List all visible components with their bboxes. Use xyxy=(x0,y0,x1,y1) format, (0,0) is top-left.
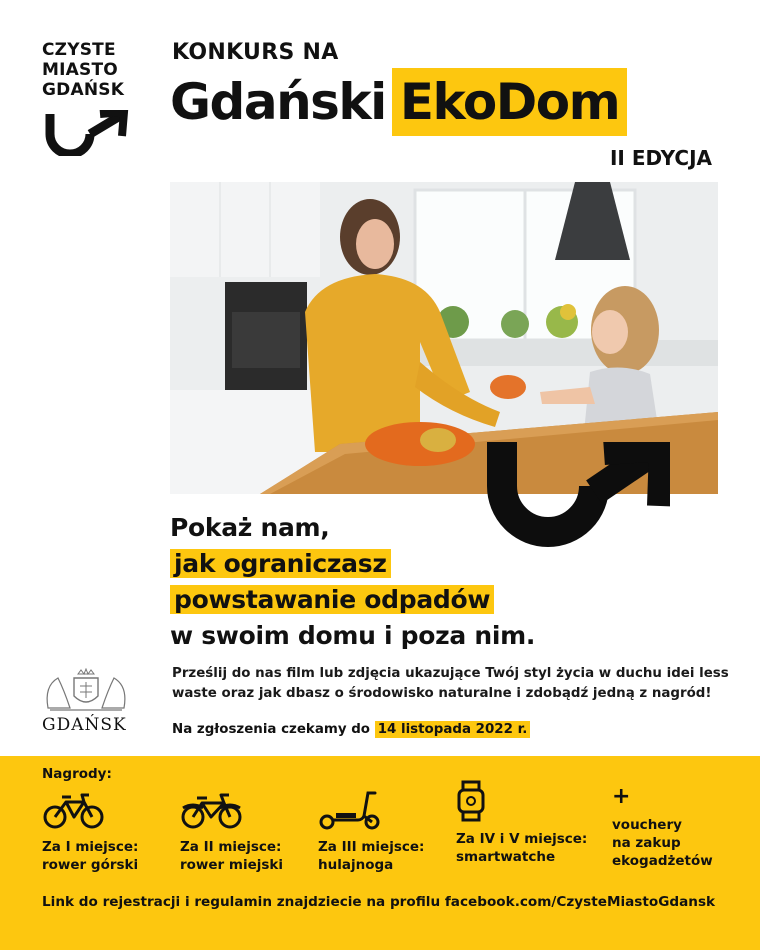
title-part-2-highlight: EkoDom xyxy=(392,68,627,136)
edition-label: II EDYCJA xyxy=(609,146,712,170)
logo-line-3: GDAŃSK xyxy=(42,80,125,100)
prizes-title: Nagrody: xyxy=(42,766,112,782)
headline-line-4: w swoim domu i poza nim. xyxy=(170,621,536,650)
city-bike-icon xyxy=(180,790,244,830)
scooter-icon xyxy=(318,790,382,830)
prize-3 xyxy=(318,790,424,874)
pretitle: KONKURS NA xyxy=(172,40,339,65)
deadline xyxy=(172,720,530,740)
headline-line-1: Pokaż nam, xyxy=(170,513,330,542)
description-line-1: Prześlij do nas film lub zdjęcia ukazujące Twój styl życia w duchu idei less xyxy=(172,666,729,681)
prize-4-name: smartwatche xyxy=(456,849,556,865)
prize-4 xyxy=(456,780,587,866)
prize-5-line-1: vouchery xyxy=(612,817,682,833)
mountain-bike-icon xyxy=(42,790,106,830)
logo-g-mark-icon xyxy=(42,110,132,156)
gdansk-crest-icon xyxy=(40,668,132,712)
smartwatch-icon xyxy=(456,780,486,822)
prize-1-name: rower górski xyxy=(42,857,139,873)
logo-text xyxy=(42,40,124,100)
prize-2-place: Za II miejsce: xyxy=(180,839,282,855)
prize-2-name: rower miejski xyxy=(180,857,284,873)
title-part-1: Gdański xyxy=(170,73,386,131)
prize-1 xyxy=(42,790,138,874)
facebook-link[interactable]: facebook.com/CzysteMiastoGdansk xyxy=(444,894,716,910)
headline-line-3 xyxy=(170,582,535,618)
prize-5 xyxy=(612,786,713,870)
logo-line-1: CZYSTE xyxy=(42,40,116,60)
prize-5-line-3: ekogadżetów xyxy=(612,853,713,869)
plus-icon: + xyxy=(612,784,631,809)
deadline-date: 14 listopada 2022 r. xyxy=(375,721,531,738)
prize-3-name: hulajnoga xyxy=(318,857,394,873)
prize-3-place: Za III miejsce: xyxy=(318,839,425,855)
prize-5-line-2: na zakup xyxy=(612,835,681,851)
crest-label: GDAŃSK xyxy=(42,715,127,735)
deadline-prefix: Na zgłoszenia czekamy do xyxy=(172,722,371,737)
description-line-2: waste oraz jak dbasz o środowisko naturalne i zdobądź jedną z nagród! xyxy=(172,686,712,701)
headline-highlight-1: jak ograniczasz xyxy=(170,549,391,578)
description xyxy=(172,664,732,704)
main-title xyxy=(170,68,627,136)
headline xyxy=(170,510,535,654)
prize-1-place: Za I miejsce: xyxy=(42,839,139,855)
prize-4-place: Za IV i V miejsce: xyxy=(456,831,588,847)
logo-line-2: MIASTO xyxy=(42,60,118,80)
headline-highlight-2: powstawanie odpadów xyxy=(170,585,494,614)
footer xyxy=(42,894,715,910)
prize-2 xyxy=(180,790,283,874)
footer-text: Link do rejestracji i regulamin znajdziecie na profilu xyxy=(42,894,441,910)
headline-line-2 xyxy=(170,546,535,582)
